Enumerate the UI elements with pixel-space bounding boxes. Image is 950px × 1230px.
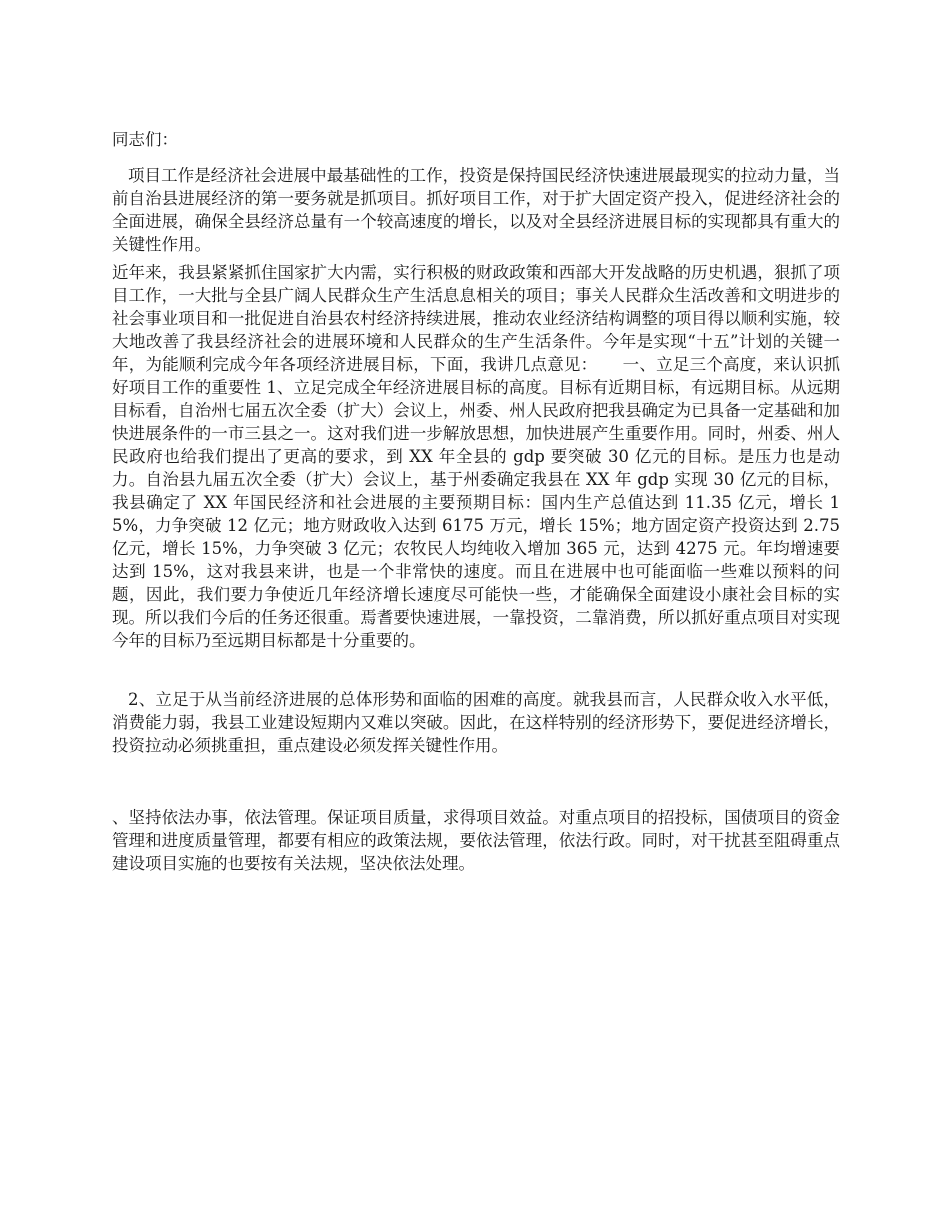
paragraph-current-situation: 2、立足于从当前经济进展的总体形势和面临的困难的高度。就我县而言，人民群众收入水平低，消费能力弱，我县工业建设短期内又难以突破。因此，在这样特别的经济形势下，要促进经济增长，投资拉动必须挑重担，重点建设必须发挥关键性作用。 [112, 690, 840, 755]
paragraph-recent-years: 近年来，我县紧紧抓住国家扩大内需，实行积极的财政政策和西部大开发战略的历史机遇，狠抓了项目工作，一大批与全县广阔人民群众生产生活息息相关的项目；事关人民群众生活改善和文明进步的社会事业项目和一批促进自治县农村经济持续进展，推动农业经济结构调整的项目得以顺利实施，较大地改善了我县经济社会的进展环境和人民群众的生产生活条件。今年是实现“十五”计划的关键一年，为能顺利完成今年各项经济进展目标，下面，我讲几点意见： 一、立足三个高度，来认识抓好项目工作的重要性 1、立足完成全年经济进展目标的高度。目标有近期目标，有远期目标。从远期目标看，自治州七届五次全委（扩大）会议上，州委、州人民政府把我县确定为已具备一定基础和加快进展条件的一市三县之一。这对我们进一步解放思想，加快进展产生重要作用。同时，州委、州人民政府也给我们提出了更高的要求，到 XX 年全县的 gdp 要突破 30 亿元的目标。是压力也是动力。自治县九届五次全委（扩大）会议上，基于州委确定我县在 XX 年 gdp 实现 30 亿元的目标，我县确定了 XX 年国民经济和社会进展的主要预期目标：国内生产总值达到 11.35 亿元，增长 15%，力争突破 12 亿元；地方财政收入达到 6175 万元，增长 15%；地方固定资产投资达到 2.75 亿元，增长 15%，力争突破 3 亿元；农牧民人均纯收入增加 365 元，达到 4275 元。年均增速要达到 15%，这对我县来讲，也是一个非常快的速度。而且在进展中也可能面临一些难以预料的问题，因此，我们要力争使近几年经济增长速度尽可能快一些，才能确保全面建设小康社会目标的实现。所以我们今后的任务还很重。焉耆要快速进展，一靠投资，二靠消费，所以抓好重点项目对实现今年的目标乃至远期目标都是十分重要的。 [112, 263, 840, 650]
salutation: 同志们： [112, 130, 178, 149]
paragraph-rule-of-law: 、坚持依法办事，依法管理。保证项目质量，求得项目效益。对重点项目的招投标，国债项目的资金管理和进度质量管理，都要有相应的政策法规，要依法管理，依法行政。同时，对干扰甚至阻碍重点建设项目实施的也要按有关法规，坚决依法处理。 [112, 808, 840, 873]
paragraph-project-importance: 项目工作是经济社会进展中最基础性的工作，投资是保持国民经济快速进展最现实的拉动力量，当前自治县进展经济的第一要务就是抓项目。抓好项目工作，对于扩大固定资产投入，促进经济社会的全面进展，确保全县经济总量有一个较高速度的增长，以及对全县经济进展目标的实现都具有重大的关键性作用。 [112, 166, 840, 254]
